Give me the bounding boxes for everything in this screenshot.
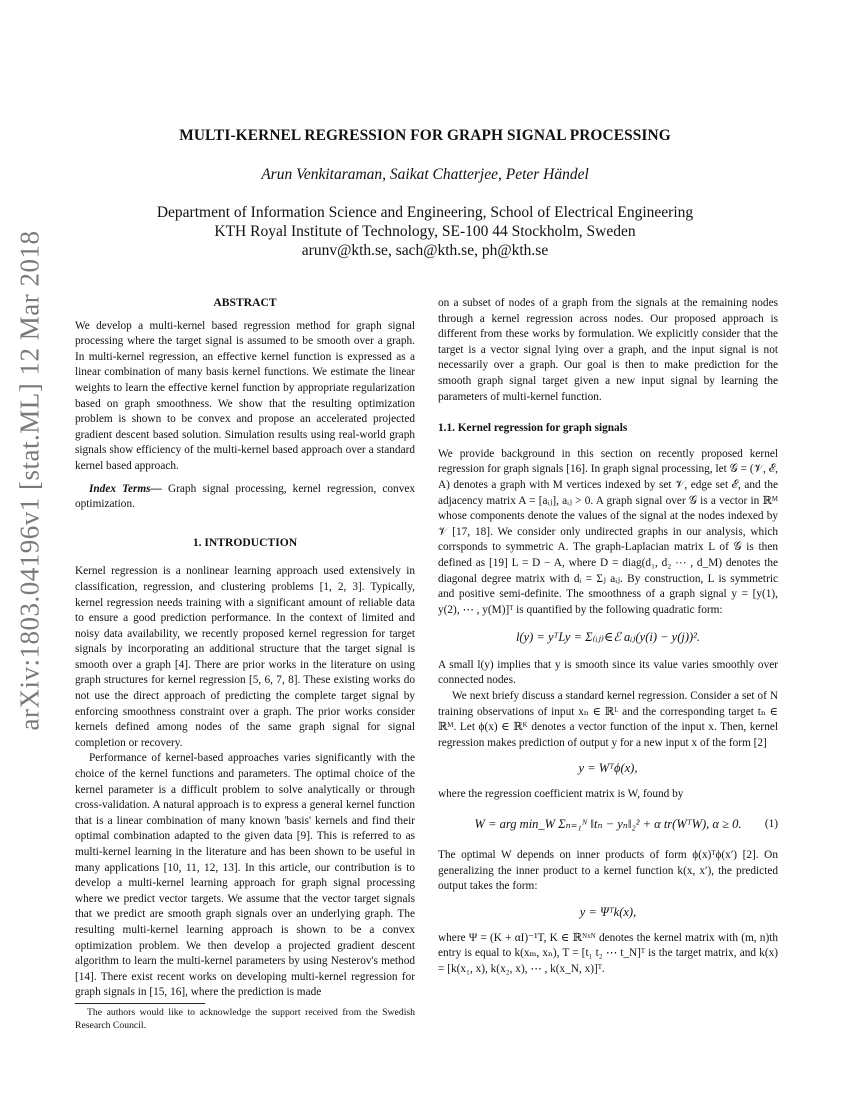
intro-paragraph-2: Performance of kernel-based approaches varies significantly with the choice of the kernel functions and parameters. The optimal choice of the kernel parameter is a difficult problem to solve analytically or through cross-validation. A natural approach is to express a general kernel function that is a linear combination of many known 'basis' kernels and find their optimal combination adapted to the given data [9]. This is referred to as multi-kernel learning in the literature and has been shown to be useful in many applications [10, 11, 12, 13]. In this article, our contribution is to develop a multi-kernel learning approach for graph signal processing where we predict vector targets. We assume that the vector target signals that we predict are smooth graph signals over an underlying graph. The resulting multi-kernel learning approach is shown to be a convex optimization problem. We then develop a projected gradient descent algorithm to learn the multi-kernel parameters by using Nesterov's method [14]. There exist recent works on developing multi-kernel regression for graph signals in [15, 16], where the prediction is made: [75, 752, 415, 999]
abstract-heading: ABSTRACT: [213, 296, 277, 309]
affiliation-dept: Department of Information Science and Engineering, School of Electrical Engineering: [156, 204, 694, 221]
paper-title: MULTI-KERNEL REGRESSION FOR GRAPH SIGNAL PROCESSING: [179, 127, 671, 144]
equation-prediction: y = Wᵀϕ(x),: [578, 761, 638, 776]
arxiv-id: arXiv:1803.04196v1 [stat.ML] 12 Mar 2018: [14, 230, 45, 730]
affiliation-emails: arunv@kth.se, sach@kth.se, ph@kth.se: [301, 242, 549, 259]
smoothness-paragraph: A small l(y) implies that y is smooth since its value varies smoothly over connected nodes.: [438, 658, 778, 687]
index-terms-label: Index Terms—: [89, 482, 162, 495]
intro-heading: 1. INTRODUCTION: [192, 535, 298, 549]
right-column: [438, 296, 778, 977]
subsection-heading: 1.1. Kernel regression for graph signals: [438, 422, 628, 435]
index-terms: [75, 482, 415, 513]
continued-paragraph: on a subset of nodes of a graph from the signals at the remaining nodes through a kernel regression across nodes. Our proposed approach is different from these works by formulation. We explicitly consider that the target is a vector signal lying over a graph, and the input signal is not necessarily over a graph. Our goal is then to make prediction for the smooth graph signal target given a new input signal by learning the parameters of multi-kernel function.: [438, 297, 778, 403]
kernel-matrix-paragraph: where Ψ = (K + αI)⁻¹T, K ∈ ℝᴺˣᴺ denotes the kernel matrix with (m, n)th entry is equal to k(xₘ, xₙ), T = [t₁ t₂ ⋯ t_N]ᵀ is the target matrix, and k(x) = [k(x₁, x), k(x₂, x), ⋯ , k(x_N, x)]ᵀ.: [438, 931, 778, 975]
arxiv-stamp: [6, 230, 54, 730]
footnote: The authors would like to acknowledge the support received from the Swedish Research Council.: [75, 1007, 415, 1031]
affiliation: [0, 203, 850, 260]
coefficient-paragraph: where the regression coefficient matrix is W, found by: [438, 788, 684, 801]
index-terms-text: Graph signal processing, kernel regression, convex optimization.: [75, 482, 416, 511]
inner-product-paragraph: The optimal W depends on inner products of form ϕ(x)ᵀϕ(x′) [2]. On generalizing the inner product to a kernel function k(x, x′), the predicted output takes the form:: [438, 849, 778, 893]
equation-kernel-prediction: y = Ψᵀk(x),: [579, 905, 637, 919]
equation-1-body: W = arg min_W Σₙ₌₁ᴺ ‖tₙ − yₙ‖₂² + α tr(WᵀW), α ≥ 0.: [474, 816, 742, 831]
affiliation-institute: KTH Royal Institute of Technology, SE-100 44 Stockholm, Sweden: [214, 223, 636, 240]
kernel-background-paragraph: We provide background in this section on recently proposed kernel regression for graph signals [16]. In graph signal processing, let 𝒢 = (𝒱, ℰ, A) denotes a graph with M vertices indexed by set 𝒱, edge set ℰ, and the adjacency matrix A = [aᵢⱼ], aᵢⱼ > 0. A graph signal over 𝒢 is a vector in ℝᴹ whose components denote the values of the signal at the nodes indexed by 𝒱 [17, 18]. We consider only undirected graphs in our analysis, which corrsponds to symmetric A. The graph-Laplacian matrix L of 𝒢 is then defined as [19] L = D − A, where D = diag(d₁, d₂ ⋯ , d_M) denotes the diagonal degree matrix with dᵢ = Σⱼ aᵢⱼ. By construction, L is symmetric and positive semi-definite. The smoothness of a graph signal y = [y(1), y(2), ⋯ , y(M)]ᵀ is quantified by the following quadratic form:: [438, 447, 778, 616]
abstract-text: We develop a multi-kernel based regression method for graph signal processing where the target signal is assumed to be smooth over a graph. In multi-kernel regression, an effective kernel function is expressed as a linear combination of many basis kernel functions. We estimate the linear weights to learn the effective kernel function by appropriate regularization based on graph smoothness. We show that the resulting optimization problem is shown to be convex and propose an accelerated projected gradient descent based solution. Simulation results using real-world graph signals show efficiency of the multi-kernel based approach over a standard kernel based approach.: [75, 319, 415, 472]
footnote-rule: [75, 1003, 205, 1004]
equation-1-number: (1): [764, 817, 778, 830]
left-column: [75, 295, 415, 1001]
standard-kernel-paragraph: We next briefy discuss a standard kernel regression. Consider a set of N training observations of input xₙ ∈ ℝᴸ and the corresponding target tₙ ∈ ℝᴹ. Let ϕ(x) ∈ ℝᴷ denotes a vector function of the input x. Then, kernel regression makes prediction of output y for a new input x of the form [2]: [438, 690, 778, 749]
equation-1: [438, 817, 778, 833]
authors: Arun Venkitaraman, Saikat Chatterjee, Peter Händel: [261, 166, 589, 183]
intro-paragraph-1: Kernel regression is a nonlinear learning approach used extensively in classification, regression, and clustering problems [1, 2, 3]. Typically, kernel regression needs training with a significant amount of reliable data to ensure a good prediction performance. In the context of limited and noisy data availability, we recently proposed kernel regression for target signals by incorporating an additional structure that the target signal is smooth over a graph [4]. There are prior works in the literature on using graph structures for kernel regression [5, 6, 7, 8]. These existing works do not use the direct approach of predicting the complete target signal by enforcing smoothness constraint over a graph. The prior works consider kernels defined among nodes of the same graph signal for signal completion or recovery.: [75, 565, 415, 749]
equation-smoothness: l(y) = yᵀLy = Σ₍ᵢⱼ₎∈ℰ aᵢⱼ(y(i) − y(j))².: [515, 630, 701, 645]
